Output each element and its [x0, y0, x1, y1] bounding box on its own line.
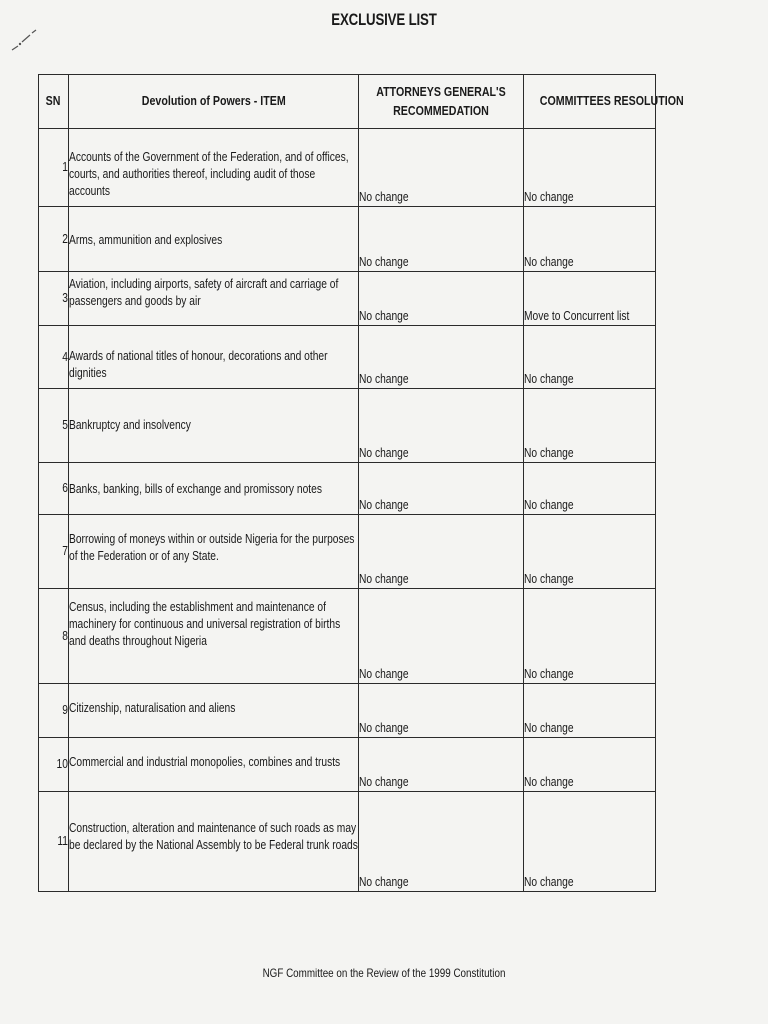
header-committee-resolution: COMMITTEES RESOLUTION: [524, 75, 656, 129]
row-item: Awards of national titles of honour, decorations and other dignities: [69, 326, 359, 389]
row-resolution: No change: [524, 792, 656, 892]
row-item: Census, including the establishment and maintenance of machinery for continuous and universal registration of births and deaths throughout Nigeria: [69, 589, 359, 684]
row-resolution: Move to Concurrent list: [524, 272, 656, 326]
exclusive-list-table: [38, 74, 684, 892]
row-sn: 10: [39, 738, 69, 792]
row-resolution: No change: [524, 684, 656, 738]
row-sn: 4: [39, 326, 69, 389]
table-row: [39, 326, 656, 389]
row-sn: 5: [39, 389, 69, 463]
row-resolution: No change: [524, 589, 656, 684]
table-row: [39, 589, 656, 684]
header-item: Devolution of Powers - ITEM: [69, 75, 359, 129]
row-sn: 11: [39, 792, 69, 892]
pen-mark-icon: [8, 26, 42, 56]
row-item: Citizenship, naturalisation and aliens: [69, 684, 359, 738]
table-row: [39, 389, 656, 463]
table-row: [39, 738, 656, 792]
row-ag: No change: [359, 389, 524, 463]
table-row: [39, 792, 656, 892]
row-resolution: No change: [524, 326, 656, 389]
row-ag: No change: [359, 207, 524, 272]
row-ag: No change: [359, 515, 524, 589]
table-row: [39, 272, 656, 326]
document-footer: NGF Committee on the Review of the 1999 Constitution: [262, 966, 506, 980]
header-row: [39, 75, 656, 129]
row-resolution: No change: [524, 129, 656, 207]
row-sn: 9: [39, 684, 69, 738]
row-item: Banks, banking, bills of exchange and promissory notes: [69, 463, 359, 515]
row-resolution: No change: [524, 515, 656, 589]
row-ag: No change: [359, 463, 524, 515]
row-item: Bankruptcy and insolvency: [69, 389, 359, 463]
row-sn: 8: [39, 589, 69, 684]
table-row: [39, 207, 656, 272]
header-sn: SN: [39, 75, 69, 129]
row-item: Arms, ammunition and explosives: [69, 207, 359, 272]
row-sn: 1: [39, 129, 69, 207]
table-row: [39, 129, 656, 207]
row-item: Aviation, including airports, safety of aircraft and carriage of passengers and goods by air: [69, 272, 359, 326]
row-ag: No change: [359, 792, 524, 892]
row-ag: No change: [359, 326, 524, 389]
row-resolution: No change: [524, 463, 656, 515]
table-row: [39, 684, 656, 738]
row-ag: No change: [359, 272, 524, 326]
row-resolution: No change: [524, 207, 656, 272]
row-sn: 3: [39, 272, 69, 326]
table-row: [39, 515, 656, 589]
document-title: EXCLUSIVE LIST: [331, 10, 437, 29]
row-sn: 7: [39, 515, 69, 589]
table-row: [39, 463, 656, 515]
row-resolution: No change: [524, 389, 656, 463]
row-item: Accounts of the Government of the Federation, and of offices, courts, and authorities thereof, including audit of those accounts: [69, 129, 359, 207]
row-ag: No change: [359, 589, 524, 684]
header-ag-recommendation: ATTORNEYS GENERAL'S RECOMMEDATION: [359, 75, 524, 129]
row-item: Borrowing of moneys within or outside Nigeria for the purposes of the Federation or of any State.: [69, 515, 359, 589]
row-sn: 2: [39, 207, 69, 272]
row-sn: 6: [39, 463, 69, 515]
row-item: Construction, alteration and maintenance of such roads as may be declared by the National Assembly to be Federal trunk roads: [69, 792, 359, 892]
row-resolution: No change: [524, 738, 656, 792]
row-ag: No change: [359, 129, 524, 207]
row-ag: No change: [359, 684, 524, 738]
row-item: Commercial and industrial monopolies, combines and trusts: [69, 738, 359, 792]
row-ag: No change: [359, 738, 524, 792]
